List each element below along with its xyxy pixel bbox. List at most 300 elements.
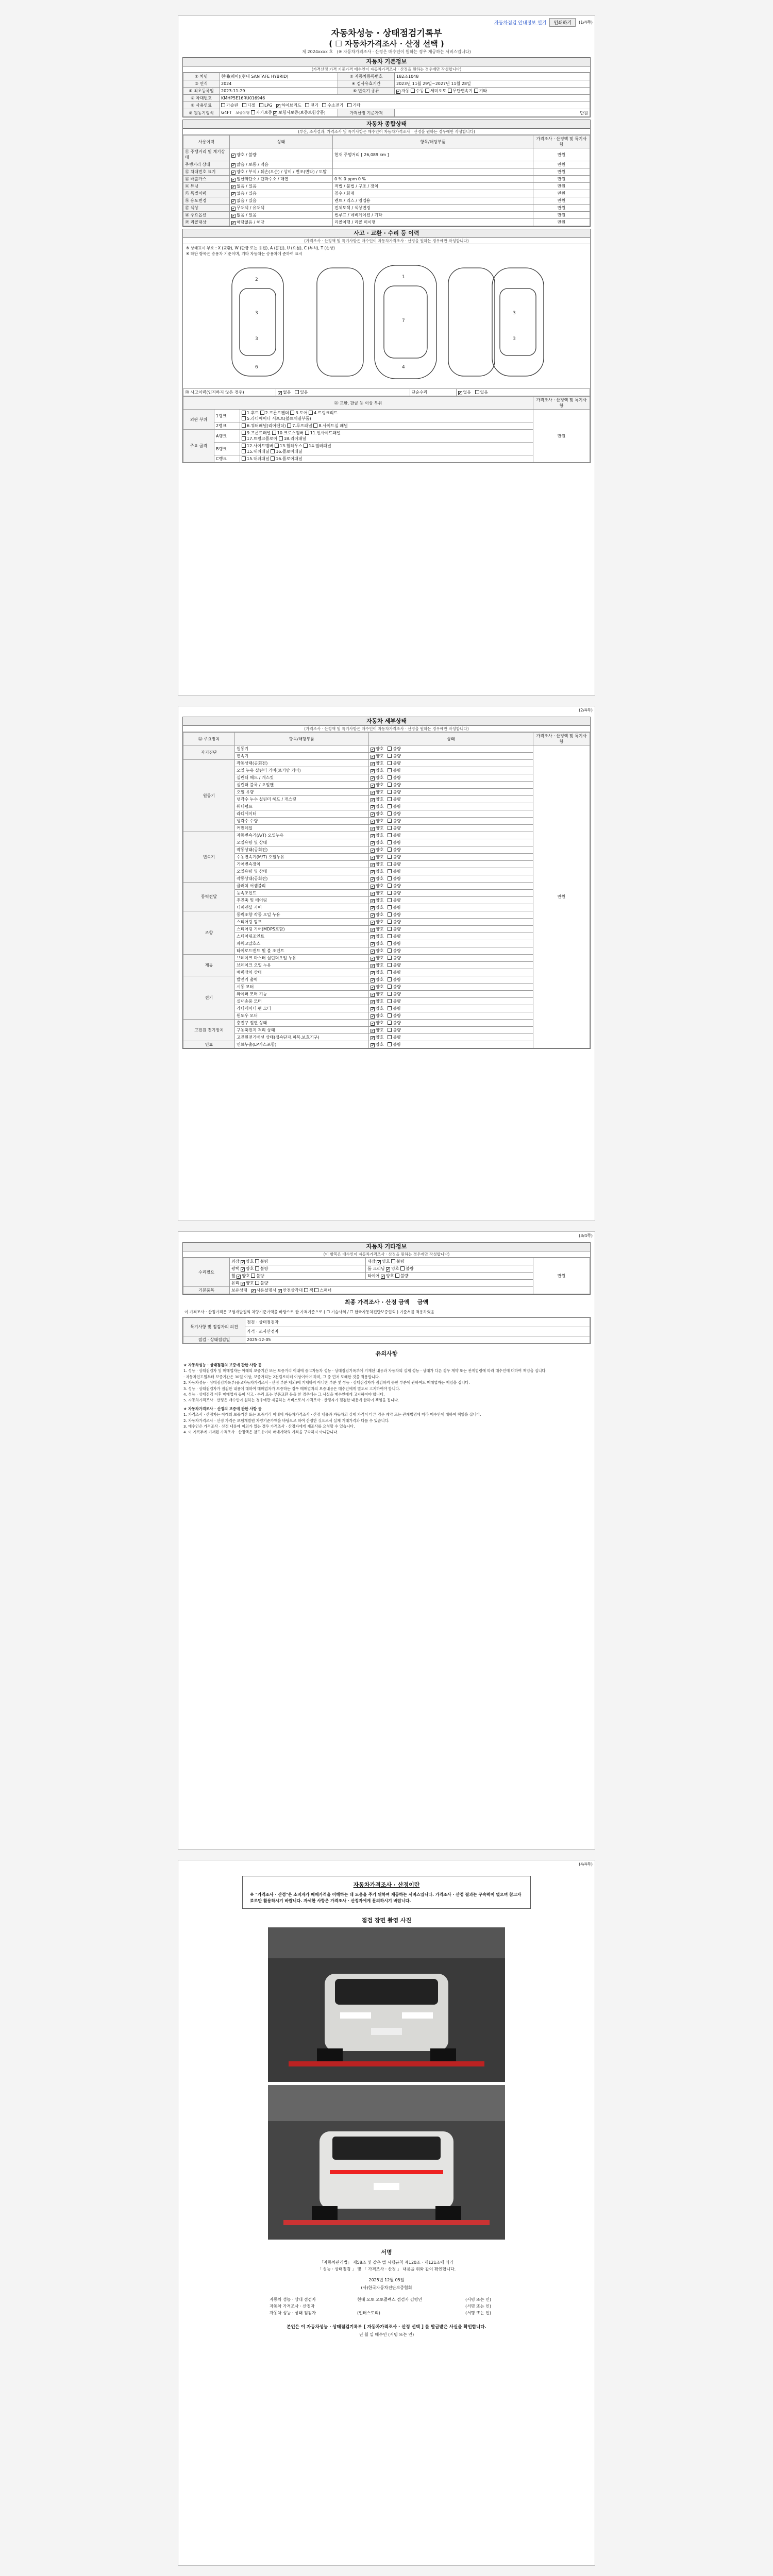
checkbox-icon — [371, 1022, 375, 1026]
simple-repair-label: 단순수리 — [410, 389, 456, 396]
detail-row — [183, 818, 590, 825]
repair-item: 휠 ✔ 양호 불량 — [230, 1273, 366, 1280]
detail-row — [183, 846, 590, 854]
checkbox-icon — [388, 977, 392, 981]
guide-link[interactable]: 자동차점검 안내정보 열기 — [494, 20, 547, 26]
repair-item: 내장 ✔ 양호 불량 — [366, 1258, 533, 1265]
note-item: 4. 이 기록부에 기재된 가격조사 · 산정액은 참고용이며 매매계약의 가격을 구속하지 아니합니다. — [183, 1430, 339, 1435]
section-note: (부산, 조사결과, 가격조사 및 특기사항은 매수인이 자동차가격조사 · 산정을 원하는 경우에만 작성합니다) — [183, 129, 590, 135]
checkbox-icon — [371, 841, 375, 845]
checkbox-icon — [322, 103, 326, 107]
checkbox-icon — [278, 391, 282, 395]
detail-item: 실린더 블록 / 오일팬 — [235, 782, 369, 789]
detail-item: 시동 모터 — [235, 984, 369, 991]
signer-name: 현대 오토 오토플렉스 점검자 김병연 — [357, 2297, 423, 2302]
checkbox-icon — [388, 862, 392, 866]
overall-detail: 적법 / 불법 / 구조 / 장치 — [333, 183, 533, 190]
detail-item: 변속기 — [235, 753, 369, 760]
part-number-label: 3 — [513, 336, 516, 342]
detail-state: ✔ 양호 불량 — [369, 933, 533, 940]
checkbox-icon — [371, 870, 375, 874]
checkbox-icon — [231, 214, 236, 218]
detail-state: ✔ 양호 불량 — [369, 883, 533, 890]
overall-unit: 만원 — [533, 205, 590, 212]
checkbox-icon — [371, 928, 375, 932]
detail-row — [183, 1034, 590, 1041]
detail-row — [183, 868, 590, 875]
checkbox-icon — [458, 391, 462, 395]
checkbox-icon — [371, 964, 375, 968]
checkbox-icon — [241, 1282, 245, 1286]
col-header: 상태 — [369, 733, 533, 745]
repair-label: 수리필요 — [183, 1258, 230, 1287]
detail-state: ✔ 양호 불량 — [369, 969, 533, 976]
col-header: 가격조사 · 산정액 및 특기사항 — [533, 397, 590, 410]
checkbox-icon — [371, 942, 375, 946]
checkbox-icon — [231, 207, 236, 211]
overall-item: ⑪ 주행거리 및 계기상태 — [183, 148, 230, 161]
section-note: (가격조사 · 산정액 및 특기사항은 매수인이 자동차가격조사 · 산정을 원하는 경우에만 작성합니다) — [183, 726, 590, 732]
car-roof — [384, 286, 427, 358]
overall-state: ✔ 양호 / 부식 / 훼손(오손) / 상이 / 변조(변타) / 도말 — [230, 168, 333, 176]
page-mark: (4/4쪽) — [579, 1862, 593, 1867]
detail-state: ✔ 양호 불량 — [369, 782, 533, 789]
overall-unit: 만원 — [533, 148, 590, 161]
detail-item: 구동축전지 격리 상태 — [235, 1027, 369, 1034]
overall-state: ✔ 일산화탄소 / 탄화수소 / 매연 — [230, 176, 333, 183]
checkbox-icon — [388, 826, 392, 830]
fuel-options: 가솔린 디젤 LPG ✔ 하이브리드 전기 수소전기 기타 — [220, 102, 590, 109]
accident-section — [182, 229, 591, 463]
detail-row — [183, 998, 590, 1005]
detail-row — [183, 904, 590, 911]
detail-item: 동력조향 작동 오일 누유 — [235, 911, 369, 919]
overall-item: ⑫ 차대번호 표기 — [183, 168, 230, 176]
overall-unit: 만원 — [533, 197, 590, 205]
detail-row — [183, 890, 590, 897]
checkbox-icon — [231, 185, 236, 189]
reg-no-label: ② 자동차등록번호 — [338, 73, 395, 80]
detail-item: 라디에이터 — [235, 810, 369, 818]
checkbox-icon — [242, 449, 246, 453]
detail-item: 고전원전기배선 상태(접속단자,피복,보호기구) — [235, 1034, 369, 1041]
detail-row — [183, 796, 590, 803]
detail-row — [183, 782, 590, 789]
detail-item: 작동상태(공회전) — [235, 760, 369, 767]
checkbox-icon — [388, 855, 392, 859]
detail-item: 기어변속장치 — [235, 861, 369, 868]
part-number-label: 1 — [402, 275, 405, 280]
part-number-label: 3 — [255, 311, 258, 316]
detail-item: 작동상태(공회전) — [235, 875, 369, 883]
detail-state: ✔ 양호 불량 — [369, 745, 533, 753]
checkbox-icon — [242, 444, 246, 448]
detail-group: 원동기 — [183, 760, 235, 832]
checkbox-icon — [242, 423, 246, 428]
detail-item: 냉각수 수량 — [235, 818, 369, 825]
detail-state: ✔ 양호 불량 — [369, 753, 533, 760]
detail-row — [183, 991, 590, 998]
checkbox-icon — [305, 103, 309, 107]
basic-items: 보유상태 ✔ 사용설명서 ✔ 안전삼각대 잭 스패너 — [230, 1287, 533, 1294]
signer-role: 자동차 성능 · 상태 점검자 — [270, 2297, 316, 2302]
checkbox-icon — [425, 89, 429, 93]
detail-state: ✔ 양호 불량 — [369, 818, 533, 825]
checkbox-icon — [231, 163, 236, 167]
notes-subheading: ★ 자동차가격조사 · 산정의 보증에 관한 사항 등 — [183, 1406, 262, 1411]
detail-row — [183, 810, 590, 818]
detail-item: 배력장치 상태 — [235, 969, 369, 976]
detail-row — [183, 1012, 590, 1020]
overall-row — [183, 219, 590, 226]
detail-state: ✔ 양호 불량 — [369, 984, 533, 991]
detail-state: ✔ 양호 불량 — [369, 861, 533, 868]
rank-items: 1.후드 2.프론트펜더 3.도어 4.트렁크리드 5.라디에이터 서포트(볼트체결부품) — [240, 410, 533, 422]
detail-state: ✔ 양호 불량 — [369, 911, 533, 919]
checkbox-icon — [388, 1006, 392, 1010]
detail-item: 윈도우 모터 — [235, 1012, 369, 1020]
detail-row — [183, 955, 590, 962]
detail-row — [183, 825, 590, 832]
page-1 — [178, 15, 595, 696]
signer-role: 가격 · 조사산정자 — [245, 1327, 590, 1336]
detail-row — [183, 753, 590, 760]
checkbox-icon — [388, 804, 392, 808]
photos-heading: 점검 장면 촬영 사진 — [361, 1917, 412, 1924]
price-label: 가격산정 기준가격 — [338, 109, 395, 117]
detail-row — [183, 969, 590, 976]
checkbox-icon — [371, 877, 375, 882]
overall-state: ✔ 해당없음 / 해당 — [230, 219, 333, 226]
rank-items: 9.프론트패널 10.크로스멤버 11.인사이드패널 17.트렁크플로어 18.리어패널 — [240, 430, 533, 443]
checkbox-icon — [231, 192, 236, 196]
overall-row — [183, 212, 590, 219]
document-subtitle: ( ☐ 자동차가격조사 · 산정 선택 ) — [329, 39, 444, 48]
car-rear-view — [448, 268, 495, 376]
print-button[interactable]: 인쇄하기 — [549, 18, 576, 27]
sign-date: 2025년 12월 05일 — [368, 2278, 405, 2282]
checkbox-icon — [304, 1288, 308, 1292]
checkbox-icon — [255, 1281, 259, 1285]
detail-row — [183, 789, 590, 796]
signer-seal: (서명 또는 인) — [465, 2311, 491, 2315]
detail-item: 와이퍼 모터 기능 — [235, 991, 369, 998]
detail-section — [182, 717, 591, 1049]
detail-row — [183, 919, 590, 926]
checkbox-icon — [276, 104, 280, 108]
notes-block — [178, 1361, 595, 1438]
detail-item: 발전기 출력 — [235, 976, 369, 984]
checkbox-icon — [371, 856, 375, 860]
note-item: 2. 자동차가격조사 · 산정 가격은 보험개발원 차량기준가액을 바탕으로 하여 산정한 것으로서 실제 거래가격과 다를 수 있습니다. — [183, 1418, 390, 1423]
detail-item: 추진축 및 베어링 — [235, 897, 369, 904]
detail-state: ✔ 양호 불량 — [369, 774, 533, 782]
checkbox-icon — [271, 456, 275, 461]
checkbox-icon — [251, 1274, 255, 1278]
year-label: ③ 연식 — [183, 80, 220, 88]
checkbox-icon — [388, 840, 392, 844]
detail-state: ✔ 양호 불량 — [369, 796, 533, 803]
box-heading: 자동차가격조사 · 산정이란 — [353, 1882, 420, 1888]
repair-item: 룸 크리닝 ✔ 양호 불량 — [366, 1265, 533, 1273]
checkbox-icon — [313, 423, 317, 428]
page-2 — [178, 706, 595, 1221]
checkbox-icon — [388, 941, 392, 945]
law-text: 「자동차관리법」 제58조 및 같은 법 시행규칙 제120조 · 제121조에 따라 「 성능 · 상태점검 」 및 「 가격조사 · 산정 」 내용을 위와 같이 확인합니다. 2025년 12월 05일 (사)한국자동차진단보증협회 — [178, 2259, 595, 2291]
detail-state: ✔ 양호 불량 — [369, 1020, 533, 1027]
other-info-section — [182, 1242, 591, 1295]
checkbox-icon — [388, 912, 392, 917]
checkbox-icon — [395, 1274, 399, 1278]
detail-row — [183, 861, 590, 868]
detail-group: 제동 — [183, 955, 235, 976]
checkbox-icon — [475, 390, 479, 394]
checkbox-icon — [388, 956, 392, 960]
year-value: 2024 — [220, 80, 338, 88]
detail-state: ✔ 양호 불량 — [369, 767, 533, 774]
checkbox-icon — [231, 221, 236, 225]
checkbox-icon — [272, 431, 276, 435]
detail-item: 자동변속기(A/T) 오일누유 — [235, 832, 369, 839]
detail-state: ✔ 양호 불량 — [369, 890, 533, 897]
overall-detail: 리콜이행 / 리콜 미이행 — [333, 219, 533, 226]
checkbox-icon — [400, 1266, 405, 1270]
checkbox-icon — [279, 436, 283, 440]
price-unit: 만원 — [395, 109, 590, 117]
opinion-label: 특기사항 및 점검자의 의견 — [183, 1318, 245, 1336]
checkbox-icon — [242, 411, 246, 415]
checkbox-icon — [371, 827, 375, 831]
checkbox-icon — [371, 784, 375, 788]
outer-label: 외판 부위 — [183, 410, 214, 430]
checkbox-icon — [242, 431, 246, 435]
rank-label: 1랭크 — [214, 410, 240, 422]
checkbox-icon — [388, 927, 392, 931]
checkbox-icon — [242, 416, 246, 420]
detail-state: ✔ 양호 불량 — [369, 1027, 533, 1034]
rank-label: 2랭크 — [214, 422, 240, 430]
checkbox-icon — [388, 934, 392, 938]
detail-state: ✔ 양호 불량 — [369, 955, 533, 962]
detail-item: 실린더 헤드 / 개스킷 — [235, 774, 369, 782]
section-heading: 자동차 세부상태 — [183, 717, 590, 726]
car-right-window — [500, 289, 536, 355]
detail-row — [183, 774, 590, 782]
checkbox-icon — [237, 1275, 241, 1279]
overall-detail: 침수 / 화재 — [333, 190, 533, 197]
overall-state: ✔ 없음 / 있음 — [230, 190, 333, 197]
overall-row — [183, 205, 590, 212]
detail-item: 스티어링조인트 — [235, 933, 369, 940]
repair-item: 유리 ✔ 양호 불량 — [230, 1280, 533, 1287]
page-mark: (1/4쪽) — [579, 20, 593, 25]
detail-row — [183, 947, 590, 955]
checkbox-icon — [371, 1043, 375, 1047]
period-label: ④ 검사유효기간 — [338, 80, 395, 88]
detail-row — [183, 926, 590, 933]
overall-item: ⑲ 리콜대상 — [183, 219, 230, 226]
part-number-label: 3 — [255, 336, 258, 342]
gear-label: ⑥ 변속기 종류 — [338, 88, 395, 95]
detail-row — [183, 940, 590, 947]
price-info-box — [242, 1876, 531, 1909]
checkbox-icon — [221, 103, 225, 107]
checkbox-icon — [371, 805, 375, 809]
checkbox-icon — [377, 1260, 381, 1264]
detail-item: 브레이크 마스터 실린더오일 누유 — [235, 955, 369, 962]
checkbox-icon — [388, 992, 392, 996]
basic-info-section — [182, 57, 591, 117]
detail-item: 냉각수 누수 실린더 헤드 / 개스킷 — [235, 796, 369, 803]
detail-row — [183, 1041, 590, 1048]
part-number-label: 6 — [255, 365, 258, 370]
checkbox-icon — [371, 834, 375, 838]
checkbox-icon — [388, 963, 392, 967]
inspection-photo-front — [268, 1927, 505, 2082]
checkbox-icon — [388, 1021, 392, 1025]
detail-row — [183, 760, 590, 767]
detail-state: ✔ 양호 불량 — [369, 976, 533, 984]
car-name-label: ① 차명 — [183, 73, 220, 80]
checkbox-icon — [255, 1259, 259, 1263]
detail-row — [183, 767, 590, 774]
checkbox-icon — [260, 411, 264, 415]
overall-unit: 만원 — [533, 161, 590, 168]
detail-state: ✔ 양호 불량 — [369, 1034, 533, 1041]
page-mark: (3/4쪽) — [579, 1233, 593, 1238]
vin-label: ⑦ 차대번호 — [183, 95, 220, 102]
accident-question: ⑳ 사고이력(인지하지 않은 경우) — [183, 389, 276, 396]
detail-group: 자기진단 — [183, 745, 235, 760]
checkbox-icon — [371, 849, 375, 853]
checkbox-icon — [474, 89, 478, 93]
checkbox-icon — [371, 986, 375, 990]
checkbox-icon — [295, 390, 299, 394]
checkbox-icon — [231, 154, 236, 158]
col-header: 항목/해당부품 — [333, 135, 533, 148]
checkbox-icon — [391, 1259, 395, 1263]
overall-row — [183, 168, 590, 176]
detail-row — [183, 962, 590, 969]
checkbox-icon — [388, 819, 392, 823]
detail-item: 클러치 어셈블리 — [235, 883, 369, 890]
page-3 — [178, 1231, 595, 1850]
checkbox-icon — [371, 1014, 375, 1019]
checkbox-icon — [386, 1267, 390, 1272]
detail-group: 전기 — [183, 976, 235, 1020]
repair-item: 외장 ✔ 양호 불량 — [230, 1258, 366, 1265]
checkbox-icon — [255, 1266, 259, 1270]
note-item: 3. 성능 · 상태점검자가 점검한 내용에 대하여 매매업자가 보증하는 경우 매매업자의 보증내용은 매수인에게 별도로 고지하여야 합니다. — [183, 1386, 400, 1391]
checkbox-icon — [371, 1000, 375, 1004]
overall-item: 주행거리 상태 — [183, 161, 230, 168]
detail-row — [183, 933, 590, 940]
detail-row — [183, 745, 590, 753]
checkbox-icon — [371, 1036, 375, 1040]
car-diagram — [183, 258, 591, 386]
signer-seal: (서명 또는 인) — [465, 2304, 491, 2309]
overall-detail: 썬루프 / 네비게이션 / 기타 — [333, 212, 533, 219]
checkbox-icon — [371, 885, 375, 889]
page-mark: (2/4쪽) — [579, 708, 593, 713]
section-heading: 자동차 기본정보 — [183, 58, 590, 66]
checkbox-icon — [242, 436, 246, 440]
checkbox-icon — [371, 971, 375, 975]
note-item: 1. 가격조사 · 산정자는 아래의 보증기간 또는 보증거리 이내에 자동차가격조사 · 산정 내용과 자동차의 실제 가격이 다른 경우 계약 또는 관계법령에 따라 매수인에 대하여 책임을 집니다. — [183, 1412, 481, 1417]
reg-no-value: 182조1048 — [395, 73, 590, 80]
unit-cell: 만원 — [533, 410, 590, 463]
col-header: 사용이력 — [183, 135, 230, 148]
detail-item: 라디에이터 팬 모터 — [235, 1005, 369, 1012]
checkbox-icon — [371, 812, 375, 817]
org-name: (사)한국자동차진단보증협회 — [361, 2285, 412, 2290]
checkbox-icon — [371, 755, 375, 759]
overall-unit: 만원 — [533, 176, 590, 183]
notes-heading: 유의사항 — [375, 1350, 398, 1357]
detail-state: ✔ 양호 불량 — [369, 832, 533, 839]
part-number-label: 3 — [513, 311, 516, 316]
detail-item: 디퍼렌셜 기어 — [235, 904, 369, 911]
basic-items-label: 기본품목 — [183, 1287, 230, 1294]
overall-unit: 만원 — [533, 183, 590, 190]
vin-value: KMHP5E16RU016946 — [220, 95, 590, 102]
rank-label: C랭크 — [214, 455, 240, 463]
detail-item: 오일유량 및 상태 — [235, 868, 369, 875]
checkbox-icon — [388, 948, 392, 953]
checkbox-icon — [388, 761, 392, 765]
detail-item: 작동상태(공회전) — [235, 846, 369, 854]
overall-detail: 렌트 / 리스 / 영업용 — [333, 197, 533, 205]
detail-item: 오일 유량 — [235, 789, 369, 796]
accident-options: ✔ 없음 있음 — [276, 389, 410, 396]
detail-row — [183, 883, 590, 890]
overall-state: ✔ 없음 / 있음 — [230, 183, 333, 190]
signer-name: (인터스토리) — [357, 2311, 380, 2315]
col-header: ㉑ 교환, 판금 등 이상 부위 — [183, 397, 533, 410]
note-item: 3. 매수인은 가격조사 · 산정 내용에 이의가 있는 경우 가격조사 · 산정자에게 재조사를 요청할 수 있습니다. — [183, 1424, 355, 1429]
checkbox-icon — [388, 869, 392, 873]
signer-role: 자동차 가격조사 · 산정자 — [270, 2304, 315, 2309]
detail-state: ✔ 양호 불량 — [369, 940, 533, 947]
detail-state: ✔ 양호 불량 — [369, 839, 533, 846]
detail-item: 브레이크 오일 누유 — [235, 962, 369, 969]
detail-row — [183, 976, 590, 984]
checkbox-icon — [371, 863, 375, 867]
detail-row — [183, 803, 590, 810]
overall-detail: 0 % 0 ppm 0 % — [333, 176, 533, 183]
doc-number: 제 2024xxxx 호 (※ 자동차가격조사 · 산정은 매수인이 원하는 경우 제공하는 서비스입니다) — [302, 49, 471, 54]
checkbox-icon — [371, 950, 375, 954]
checkbox-icon — [314, 1288, 318, 1292]
checkbox-icon — [388, 1035, 392, 1039]
section-note: (이 항목은 매수인이 자동차가격조사 · 산정을 원하는 경우에만 작성합니다) — [183, 1251, 590, 1258]
first-reg-value: 2023-11-29 — [220, 88, 338, 95]
col-header: 상태 — [230, 135, 333, 148]
date-value: 2025-12-05 — [245, 1336, 590, 1344]
overall-unit: 만원 — [533, 190, 590, 197]
checkbox-icon — [388, 747, 392, 751]
overall-item: ⑬ 배출가스 — [183, 176, 230, 183]
overall-detail — [333, 161, 533, 168]
detail-state: ✔ 양호 불량 — [369, 875, 533, 883]
detail-row — [183, 984, 590, 991]
section-note: (가격산정 가격 기준가격 매수인이 자동차가격조사 · 산정을 원하는 경우에만 작성합니다) — [183, 66, 590, 73]
checkbox-icon — [371, 978, 375, 982]
checkbox-icon — [388, 790, 392, 794]
detail-group: 연료 — [183, 1041, 235, 1048]
checkbox-icon — [231, 199, 236, 204]
checkbox-icon — [242, 456, 246, 461]
